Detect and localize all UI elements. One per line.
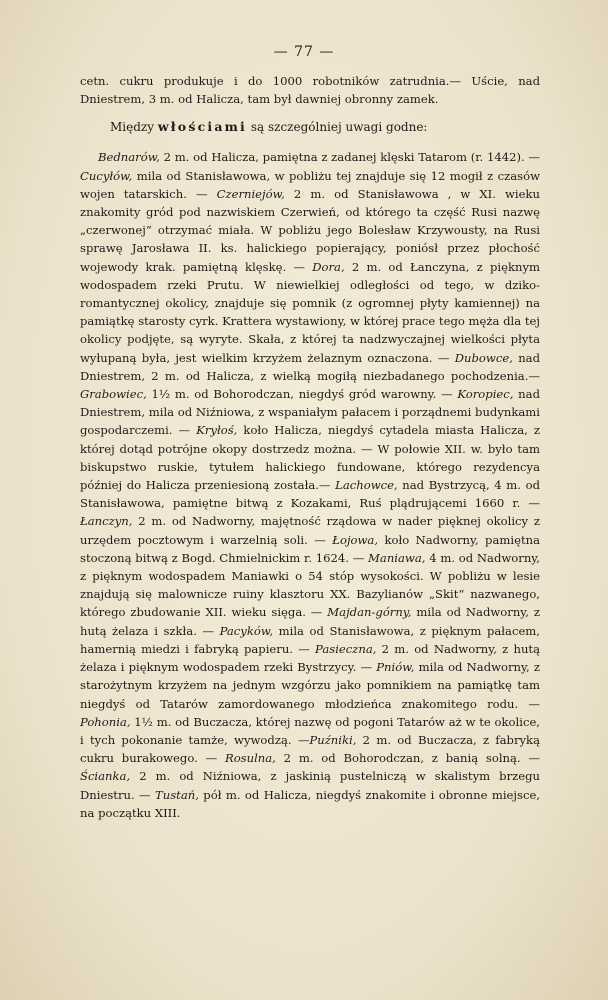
entry-name: Bednarów, bbox=[98, 150, 160, 165]
entry-name: Dubowce, bbox=[454, 350, 513, 365]
entry-text: mila od Nadworny, z starożytnym krzyżem na jednym wzgórzu jako pomnikiem na pamiątkę tam niegdyś od Tatarów zamordowanego młodzieńca znakomitego rodu. — bbox=[80, 660, 540, 711]
entry-text: 2 m. od Niźniowa, z jaskinią pustelniczą w skalistym brzegu Dniestru. — bbox=[80, 769, 540, 802]
entry-text: 2 m. od Stanisławowa , w XI. wieku znakomity gród pod nazwiskiem Czerwień, od którego ta część Rusi nazwę „czerwonej“ otrzymać miała. W pobliżu jego Bolesław Krzywousty, na Rusi sprawę Jarosława II. ks. halickiego popierający, poniósł przez płochość wojewody krak. pamiętną klęskę. — bbox=[80, 186, 540, 274]
entry-name: Ścianka, bbox=[80, 769, 131, 784]
entry-text: 2 m. od Buczacza, z fabryką cukru burakowego. — bbox=[80, 732, 540, 766]
entry-name: Maniawa, bbox=[368, 550, 426, 565]
entry-name: Pasieczna, bbox=[315, 641, 377, 656]
entry-name: Pacyków, bbox=[219, 623, 274, 638]
entry-name: Czerniejów, bbox=[216, 186, 285, 201]
entry-name: Koropiec, bbox=[457, 387, 514, 402]
entry-text: koło Halicza, niegdyś cytadela miasta Halicza, z której dotąd potrójne okopy dostrzedz można. — W połowie XII. w. było tam biskupstwo ruskie, tytułem halickiego fundowane, którego rezydencya później do Halicza przeniesioną została.— bbox=[80, 423, 540, 493]
entry-name: Łanczyn, bbox=[80, 514, 133, 529]
entry-name: Pohonia, bbox=[80, 714, 131, 729]
entry-name: Kryłoś, bbox=[196, 423, 238, 438]
entry-text: koło Nadworny, pamiętna stoczoną bitwą z Bogd. Chmielnickim r. 1624. — bbox=[80, 532, 540, 565]
entry-text: pół m. od Halicza, niegdyś znakomite i obronne miejsce, na początku XIII. bbox=[80, 787, 540, 820]
page-number: — 77 — bbox=[273, 44, 335, 60]
entry-text: nad Bystrzycą, 4 m. od Stanisławowa, pamiętne bitwą z Kozakami, Ruś plądrującemi 1660 r. — bbox=[80, 478, 541, 511]
entry-text: mila od Stanisławowa, z pięknym pałacem, hamernią miedzi i fabryką papieru. — bbox=[80, 623, 540, 656]
entry-text: 1½ m. od Bohorodczan, niegdyś gród warowny. — bbox=[146, 387, 458, 402]
entry-text: 4 m. od Nadworny, z pięknym wodospadem Maniawki o 54 stóp wysokości. W pobliżu w lesie znajdują się malownicze ruiny klasztoru XX. Bazylianów „Skit“ nazwanego, którego zbudowanie XII. wieku sięga. — bbox=[80, 550, 540, 620]
heading-before: Między bbox=[110, 120, 158, 135]
entry-text: 2 m. od Łanczyna, z pięknym wodospadem rzeki Prutu. W niewielkiej odległości od tego, w dziko-romantycznej okolicy, znajduje się pomnik (z ogromnej płyty kamiennej) na pamiątkę starosty cyrk. Krattera wystawiony, w której prace tego męża dla tej okolicy podjęte, są wyryte. Skała, z której ta nadzwyczajnej wielkości płyta wyłupaną była, jest wielkim krzyżem żelaznym oznaczona. — bbox=[80, 259, 540, 365]
entry-text: mila od Stanisławowa, w pobliżu tej znajduje się 12 mogił z czasów wojen tatarskich. — bbox=[80, 168, 540, 201]
entry-text: 1½ m. od Buczacza, której nazwę od pogoni Tatarów aż w te okolice, i tych pokonanie tamże, wywodzą. — bbox=[80, 714, 540, 747]
heading-spaced-word: włościami bbox=[157, 119, 248, 135]
entry-name: Rosulna, bbox=[224, 751, 276, 766]
entry-text: 2 m. od Nadworny, majętność rządowa w nader pięknej okolicy z urzędem pocztowym i warzelnią soli. — bbox=[80, 514, 540, 547]
page-text bbox=[80, 72, 540, 822]
entry-name: Majdan-górny, bbox=[327, 605, 412, 620]
entry-name: Grabowiec, bbox=[80, 387, 147, 402]
entry-text: 2 m. od Halicza, pamiętna z zadanej klęski Tatarom (r. 1442). — bbox=[159, 150, 540, 165]
entry-name: Dora, bbox=[312, 259, 345, 274]
entry-text: nad Dniestrem, mila od Niźniowa, z wspaniałym pałacem i porządnemi budynkami gospodarczemi. — bbox=[80, 387, 540, 438]
entry-name: Puźniki, bbox=[309, 732, 357, 747]
entry-name: Pniów, bbox=[376, 660, 415, 675]
entry-name: Lachowce, bbox=[335, 478, 398, 493]
heading-after: są szczególniej uwagi godne: bbox=[247, 120, 428, 135]
entry-text: nad Dniestrem, 2 m. od Halicza, z wielką mogiłą niezbadanego pochodzenia.— bbox=[80, 350, 540, 383]
entry-text: 2 m. od Nadworny, z hutą żelaza i pięknym wodospadem rzeki Bystrzycy. — bbox=[80, 641, 540, 675]
village-entries bbox=[80, 148, 540, 822]
section-heading bbox=[80, 118, 540, 136]
entry-text: mila od Nadworny, z hutą żelaza i szkła. — bbox=[80, 605, 540, 638]
intro-paragraph: cetn. cukru produkuje i do 1000 robotników zatrudnia.— Uście, nad Dniestrem, 3 m. od Halicza, tam był dawniej obronny zamek. bbox=[80, 74, 540, 107]
entry-text: 2 m. od Bohorodczan, z banią solną. — bbox=[275, 751, 540, 766]
entry-name: Cucyłów, bbox=[80, 168, 133, 183]
entry-name: Łojowa, bbox=[332, 532, 379, 547]
entry-name: Tustań, bbox=[155, 787, 199, 802]
